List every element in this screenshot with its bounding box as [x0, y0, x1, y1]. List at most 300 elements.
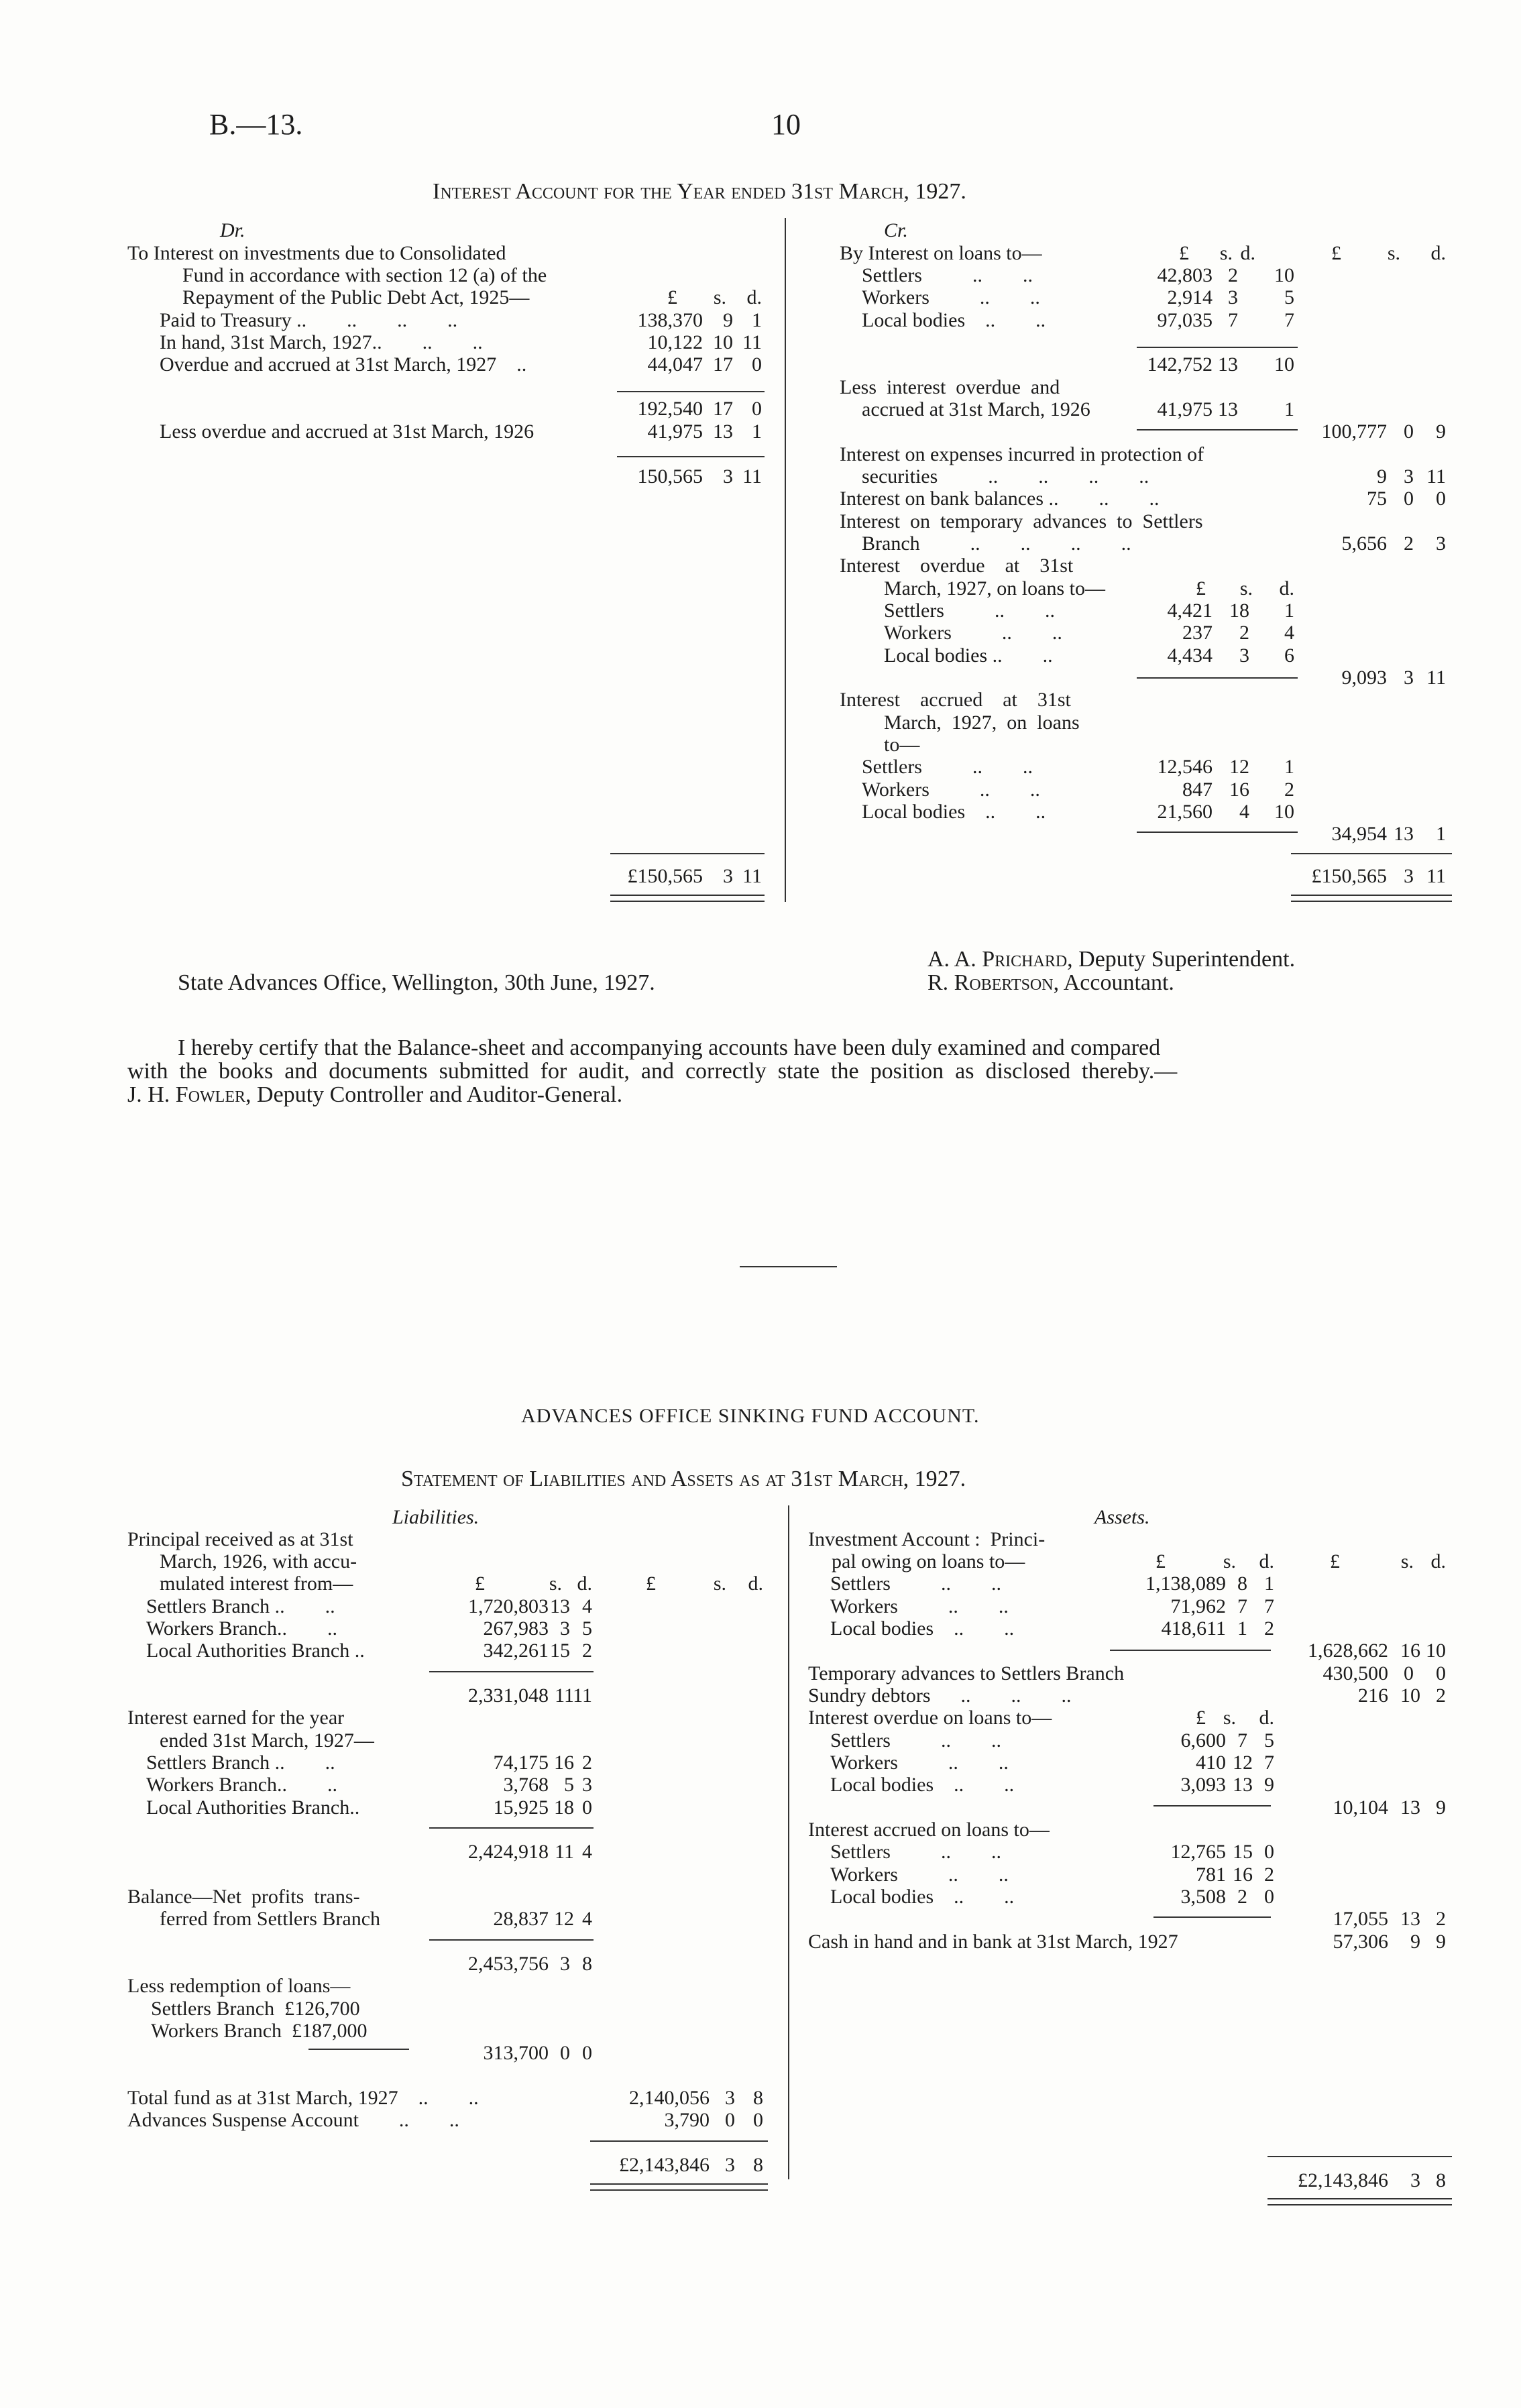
cr-temp-pence: 3 — [1436, 532, 1446, 555]
sinking-fund-subtitle: Statement of Liabilities and Assets as at 31st March, 1927. — [401, 1467, 966, 1491]
dr-total-shillings: 3 — [723, 865, 733, 887]
liab-redemption-inner-rule — [308, 2049, 409, 2050]
cr-accrued-local-pence: 10 — [1274, 801, 1294, 823]
certificate-line-2: with the books and documents submitted for audit, and correctly state the position as disclosed thereby.— — [127, 1059, 1178, 1084]
assets-inv-total-pence: 10 — [1426, 1640, 1446, 1662]
dr-net-pounds: 150,565 — [637, 465, 703, 488]
liab-principal-sub-shillings: 11 — [555, 1684, 574, 1707]
assets-inv-local-label: Local bodies .. .. — [830, 1617, 1015, 1640]
sinking-column-divider — [788, 1505, 789, 2179]
dr-subtotal-shillings: 17 — [713, 398, 733, 420]
cr-loan-workers-shillings: 3 — [1228, 286, 1238, 308]
assets-overdue-workers-shillings: 12 — [1233, 1752, 1253, 1774]
liab-interest-sub-pence: 4 — [582, 1841, 592, 1863]
cr-net-pence: 9 — [1436, 420, 1446, 443]
dr-row-treasury-shillings: 9 — [723, 309, 733, 331]
liab-head-pence-1: d. — [577, 1572, 592, 1595]
dr-head-pounds: £ — [667, 286, 677, 308]
liab-total-rule — [590, 2140, 768, 2142]
cr-temp-line-1: Interest on temporary advances to Settlers — [840, 510, 1203, 532]
cr-accrued-local-shillings: 4 — [1239, 801, 1249, 823]
document-reference: B.—13. — [209, 108, 303, 141]
cr-net-shillings: 0 — [1404, 420, 1414, 443]
cr-loans-sub-shillings: 13 — [1218, 353, 1238, 376]
dr-row-overdue-shillings: 17 — [713, 353, 733, 376]
assets-overdue-settlers-label: Settlers .. .. — [830, 1729, 1001, 1752]
cr-accrued-workers-pounds: 847 — [1182, 779, 1213, 801]
cr-overdue-workers-pounds: 237 — [1182, 622, 1213, 644]
dr-head-shillings: s. — [713, 286, 726, 308]
liab-intro-line-2: March, 1926, with accu- — [160, 1550, 357, 1572]
assets-overdue-workers-pence: 7 — [1264, 1752, 1274, 1774]
assets-debtors-pounds: 216 — [1358, 1684, 1388, 1707]
cr-bank-pence: 0 — [1436, 488, 1446, 510]
dr-intro-line-2: Fund in accordance with section 12 (a) of the — [182, 264, 547, 286]
cr-accrued-local-label: Local bodies .. .. — [862, 801, 1046, 823]
cr-loans-rule — [1137, 347, 1298, 348]
assets-temp-label: Temporary advances to Settlers Branch — [808, 1662, 1125, 1684]
dr-row-inhand-shillings: 10 — [713, 331, 733, 353]
assets-accrued-workers-shillings: 16 — [1233, 1864, 1253, 1886]
liab-interest-settlers-pence: 2 — [582, 1752, 592, 1774]
assets-accrued-settlers-shillings: 15 — [1233, 1841, 1253, 1863]
assets-total-shillings: 3 — [1410, 2169, 1420, 2191]
certificate-signatory — [127, 1082, 622, 1108]
assets-accrued-total-shillings: 13 — [1400, 1908, 1420, 1930]
cr-expenses-shillings: 3 — [1404, 465, 1414, 488]
cr-less-line-1: Less interest overdue and — [840, 376, 1060, 398]
dr-less-label: Less overdue and accrued at 31st March, 1926 — [160, 420, 534, 443]
cr-total-pounds: £150,565 — [1311, 865, 1387, 887]
dr-row-inhand-pence: 11 — [742, 331, 762, 353]
dr-intro-line-3: Repayment of the Public Debt Act, 1925— — [182, 286, 530, 308]
assets-heading: Assets. — [1094, 1506, 1150, 1528]
cr-total-shillings: 3 — [1404, 865, 1414, 887]
cr-head-pounds-2: £ — [1331, 242, 1341, 264]
liab-principal-local-label: Local Authorities Branch .. — [146, 1640, 365, 1662]
cr-overdue-workers-shillings: 2 — [1239, 622, 1249, 644]
cr-bank-shillings: 0 — [1404, 488, 1414, 510]
assets-overdue-workers-pounds: 410 — [1196, 1752, 1226, 1774]
dr-row-overdue-pence: 0 — [752, 353, 762, 376]
page-number: 10 — [771, 108, 801, 141]
dr-total-rule — [610, 853, 765, 854]
cr-loan-workers-pence: 5 — [1284, 286, 1294, 308]
dr-row-overdue-label: Overdue and accrued at 31st March, 1927 .. — [160, 353, 527, 376]
cr-overdue-line-1: Interest overdue at 31st — [840, 555, 1074, 577]
assets-head-pounds-1: £ — [1156, 1550, 1166, 1572]
liab-balance-line-2: ferred from Settlers Branch — [160, 1908, 381, 1930]
assets-total-pounds: £2,143,846 — [1298, 2169, 1388, 2191]
assets-debtors-shillings: 10 — [1400, 1684, 1420, 1707]
cr-net-pounds: 100,777 — [1321, 420, 1387, 443]
dr-net-rule — [617, 456, 765, 457]
dr-row-treasury-label: Paid to Treasury .. .. .. .. — [160, 309, 458, 331]
assets-accrued-workers-label: Workers .. .. — [830, 1864, 1009, 1886]
dr-total-pounds: £150,565 — [627, 865, 703, 887]
liab-interest-rule — [429, 1827, 594, 1829]
cr-overdue-workers-label: Workers .. .. — [884, 622, 1062, 644]
cr-overdue-total-shillings: 3 — [1404, 667, 1414, 689]
liab-balance-sub-pounds: 2,453,756 — [468, 1953, 549, 1975]
assets-overdue-local-label: Local bodies .. .. — [830, 1774, 1015, 1796]
cr-less-shillings: 13 — [1218, 398, 1238, 420]
liab-head-shillings-2: s. — [713, 1572, 726, 1595]
dr-row-treasury-pounds: 138,370 — [637, 309, 703, 331]
cr-total-rule — [1291, 853, 1452, 854]
cr-temp-line-2: Branch .. .. .. .. — [862, 532, 1131, 555]
certificate-line-1: I hereby certify that the Balance-sheet and accompanying accounts have been duly examined and compared — [178, 1035, 1161, 1060]
liab-interest-local-label: Local Authorities Branch.. — [146, 1796, 360, 1819]
liab-interest-workers-label: Workers Branch.. .. — [146, 1774, 338, 1796]
assets-accrued-rule — [1153, 1916, 1271, 1918]
certificate-signatory-name: J. H. Fowler — [127, 1082, 246, 1107]
assets-overdue-intro: Interest overdue on loans to— — [808, 1707, 1052, 1729]
cr-loan-settlers-shillings: 2 — [1228, 264, 1238, 286]
assets-accrued-total-pence: 2 — [1436, 1908, 1446, 1930]
cr-less-pounds: 41,975 — [1157, 398, 1213, 420]
dr-less-shillings: 13 — [713, 420, 733, 443]
cr-loans-sub-pence: 10 — [1274, 353, 1294, 376]
cr-loan-workers-label: Workers .. .. — [862, 286, 1040, 308]
assets-head-pence-1: d. — [1259, 1550, 1274, 1572]
cr-accrued-settlers-pence: 1 — [1284, 756, 1294, 778]
assets-temp-shillings: 0 — [1404, 1662, 1414, 1684]
assets-overdue-settlers-pence: 5 — [1264, 1729, 1274, 1752]
assets-debtors-label: Sundry debtors .. .. .. — [808, 1684, 1072, 1707]
liab-principal-workers-label: Workers Branch.. .. — [146, 1617, 338, 1640]
liab-interest-local-pence: 0 — [582, 1796, 592, 1819]
cr-overdue-local-label: Local bodies .. .. — [884, 644, 1053, 667]
liab-interest-settlers-shillings: 16 — [554, 1752, 574, 1774]
assets-head-shillings-2: s. — [1400, 1550, 1414, 1572]
cr-accrued-rule — [1137, 832, 1298, 833]
signature-prichard-title: , Deputy Superintendent. — [1067, 947, 1296, 972]
sinking-fund-title: ADVANCES OFFICE SINKING FUND ACCOUNT. — [521, 1405, 980, 1427]
cr-accrued-workers-shillings: 16 — [1229, 779, 1249, 801]
signature-robertson-name: R. Robertson — [927, 970, 1054, 995]
cr-overdue-total-pence: 11 — [1426, 667, 1446, 689]
assets-total-rule — [1268, 2156, 1452, 2157]
liab-redemption-pence: 0 — [582, 2042, 592, 2064]
cr-overdue-head-pence: d. — [1279, 577, 1294, 599]
cr-bank-label: Interest on bank balances .. .. .. — [840, 488, 1160, 510]
dr-intro-line-1: To Interest on investments due to Consolidated — [127, 242, 506, 264]
assets-accrued-settlers-pence: 0 — [1264, 1841, 1274, 1863]
assets-inv-local-pence: 2 — [1264, 1617, 1274, 1640]
liab-total-double-rule — [590, 2183, 768, 2191]
cr-overdue-local-pounds: 4,434 — [1167, 644, 1213, 667]
assets-inv-workers-shillings: 7 — [1237, 1595, 1247, 1617]
dr-row-inhand-label: In hand, 31st March, 1927.. .. .. — [160, 331, 483, 353]
liab-fund-label: Total fund as at 31st March, 1927 .. .. — [127, 2087, 479, 2109]
assets-head-pence-2: d. — [1430, 1550, 1446, 1572]
liab-balance-shillings: 12 — [554, 1908, 574, 1930]
assets-overdue-local-shillings: 13 — [1233, 1774, 1253, 1796]
liab-redemption-line-3: Workers Branch £187,000 — [151, 2020, 368, 2042]
cr-accrued-settlers-label: Settlers .. .. — [862, 756, 1033, 778]
cr-loan-workers-pounds: 2,914 — [1167, 286, 1213, 308]
liab-head-pounds-2: £ — [646, 1572, 656, 1595]
cr-overdue-settlers-pence: 1 — [1284, 599, 1294, 622]
cr-head-shillings-2: s. — [1387, 242, 1400, 264]
dr-subtotal-pence: 0 — [752, 398, 762, 420]
assets-overdue-head-shillings: s. — [1223, 1707, 1236, 1729]
liab-fund-shillings: 3 — [725, 2087, 735, 2109]
liab-principal-settlers-label: Settlers Branch .. .. — [146, 1595, 335, 1617]
cr-accrued-settlers-pounds: 12,546 — [1157, 756, 1213, 778]
liab-fund-pounds: 2,140,056 — [629, 2087, 710, 2109]
cr-expenses-line-1: Interest on expenses incurred in protection of — [840, 443, 1204, 465]
liab-intro-line-3: mulated interest from— — [160, 1572, 353, 1595]
liab-interest-workers-pence: 3 — [582, 1774, 592, 1796]
cr-expenses-pounds: 9 — [1377, 465, 1387, 488]
dr-subtotal-pounds: 192,540 — [637, 398, 703, 420]
liab-total-pounds: £2,143,846 — [619, 2154, 710, 2176]
assets-inv-total-pounds: 1,628,662 — [1308, 1640, 1388, 1662]
cr-less-line-2: accrued at 31st March, 1926 — [862, 398, 1090, 420]
assets-inv-settlers-pence: 1 — [1264, 1572, 1274, 1595]
cr-overdue-local-pence: 6 — [1284, 644, 1294, 667]
liab-interest-settlers-label: Settlers Branch .. .. — [146, 1752, 335, 1774]
cr-overdue-settlers-label: Settlers .. .. — [884, 599, 1055, 622]
assets-total-double-rule — [1268, 2198, 1452, 2205]
cr-accrued-local-pounds: 21,560 — [1157, 801, 1213, 823]
dr-row-treasury-pence: 1 — [752, 309, 762, 331]
cr-accrued-total-pence: 1 — [1436, 823, 1446, 845]
assets-overdue-total-pounds: 10,104 — [1333, 1796, 1388, 1819]
assets-accrued-settlers-label: Settlers .. .. — [830, 1841, 1001, 1863]
assets-overdue-workers-label: Workers .. .. — [830, 1752, 1009, 1774]
assets-accrued-workers-pounds: 781 — [1196, 1864, 1226, 1886]
liab-balance-line-1: Balance—Net profits trans- — [127, 1886, 360, 1908]
liab-redemption-pounds: 313,700 — [483, 2042, 549, 2064]
signature-prichard-name: A. A. Prichard — [927, 947, 1068, 972]
assets-overdue-settlers-shillings: 7 — [1237, 1729, 1247, 1752]
assets-head-pounds-2: £ — [1330, 1550, 1340, 1572]
assets-overdue-local-pence: 9 — [1264, 1774, 1274, 1796]
cr-overdue-head-shillings: s. — [1239, 577, 1253, 599]
assets-overdue-head-pence: d. — [1259, 1707, 1274, 1729]
liab-principal-sub-pence: 11 — [573, 1684, 592, 1707]
liab-interest-intro-2: ended 31st March, 1927— — [160, 1729, 374, 1752]
liab-total-shillings: 3 — [725, 2154, 735, 2176]
cr-overdue-settlers-pounds: 4,421 — [1167, 599, 1213, 622]
liab-principal-workers-pence: 5 — [582, 1617, 592, 1640]
cr-loans-intro: By Interest on loans to— — [840, 242, 1042, 264]
cr-overdue-total-pounds: 9,093 — [1341, 667, 1387, 689]
liab-suspense-pounds: 3,790 — [664, 2109, 710, 2131]
assets-debtors-pence: 2 — [1436, 1684, 1446, 1707]
cr-head-pence-1: d. — [1240, 242, 1255, 264]
cr-loan-local-shillings: 7 — [1228, 309, 1238, 331]
liab-balance-rule — [429, 1939, 594, 1941]
cr-overdue-workers-pence: 4 — [1284, 622, 1294, 644]
assets-accrued-local-label: Local bodies .. .. — [830, 1886, 1015, 1908]
liab-principal-workers-shillings: 3 — [560, 1617, 570, 1640]
cr-accrued-total-shillings: 13 — [1394, 823, 1414, 845]
assets-accrued-local-pounds: 3,508 — [1180, 1886, 1226, 1908]
liab-balance-pounds: 28,837 — [493, 1908, 549, 1930]
liab-principal-local-shillings: 15 — [550, 1640, 570, 1662]
liab-interest-workers-shillings: 5 — [564, 1774, 574, 1796]
assets-overdue-local-pounds: 3,093 — [1180, 1774, 1226, 1796]
cr-loan-settlers-pence: 10 — [1274, 264, 1294, 286]
assets-accrued-local-shillings: 2 — [1237, 1886, 1247, 1908]
cr-overdue-line-2: March, 1927, on loans to— — [884, 577, 1105, 599]
liab-principal-settlers-pounds: 1,720,803 — [468, 1595, 549, 1617]
liab-balance-pence: 4 — [582, 1908, 592, 1930]
cr-head-pence-2: d. — [1430, 242, 1446, 264]
cr-total-double-rule — [1291, 895, 1452, 902]
cr-loans-sub-pounds: 142,752 — [1147, 353, 1213, 376]
assets-overdue-total-shillings: 13 — [1400, 1796, 1420, 1819]
liab-suspense-pence: 0 — [753, 2109, 763, 2131]
assets-accrued-settlers-pounds: 12,765 — [1170, 1841, 1226, 1863]
cr-overdue-local-shillings: 3 — [1239, 644, 1249, 667]
cr-loan-settlers-pounds: 42,803 — [1157, 264, 1213, 286]
liab-principal-settlers-shillings: 13 — [550, 1595, 570, 1617]
liab-principal-local-pence: 2 — [582, 1640, 592, 1662]
cr-accrued-total-pounds: 34,954 — [1331, 823, 1387, 845]
interest-account-title: Interest Account for the Year ended 31st March, 1927. — [433, 179, 966, 204]
assets-cash-pounds: 57,306 — [1333, 1931, 1388, 1953]
dr-less-pence: 1 — [752, 420, 762, 443]
cr-bank-pounds: 75 — [1367, 488, 1387, 510]
liab-head-shillings-1: s. — [549, 1572, 562, 1595]
assets-inv-rule — [1110, 1650, 1271, 1651]
liab-interest-sub-pounds: 2,424,918 — [468, 1841, 549, 1863]
cr-expenses-line-2: securities .. .. .. .. — [862, 465, 1149, 488]
dr-subtotal-rule — [617, 391, 765, 392]
dr-heading: Dr. — [220, 219, 245, 241]
cr-head-shillings-1: s. — [1219, 242, 1233, 264]
cr-less-pence: 1 — [1284, 398, 1294, 420]
liab-redemption-line-1: Less redemption of loans— — [127, 1975, 351, 1997]
cr-expenses-pence: 11 — [1426, 465, 1446, 488]
signature-prichard — [927, 946, 1295, 973]
assets-inv-settlers-label: Settlers .. .. — [830, 1572, 1001, 1595]
liab-total-pence: 8 — [753, 2154, 763, 2176]
office-date-line: State Advances Office, Wellington, 30th June, 1927. — [178, 970, 655, 995]
liab-interest-local-pounds: 15,925 — [493, 1796, 549, 1819]
cr-loan-settlers-label: Settlers .. .. — [862, 264, 1033, 286]
liab-redemption-line-2: Settlers Branch £126,700 — [151, 1998, 360, 2020]
assets-accrued-local-pence: 0 — [1264, 1886, 1274, 1908]
dr-less-pounds: 41,975 — [647, 420, 703, 443]
cr-loan-local-pounds: 97,035 — [1157, 309, 1213, 331]
liab-redemption-shillings: 0 — [560, 2042, 570, 2064]
signature-robertson — [927, 970, 1174, 996]
liab-interest-sub-shillings: 11 — [555, 1841, 574, 1863]
liab-interest-settlers-pounds: 74,175 — [493, 1752, 549, 1774]
section-divider — [740, 1266, 837, 1267]
liab-principal-sub-pounds: 2,331,048 — [468, 1684, 549, 1707]
dr-net-pence: 11 — [742, 465, 762, 488]
liab-head-pence-2: d. — [748, 1572, 763, 1595]
cr-net-rule — [1137, 429, 1298, 431]
assets-accrued-total-pounds: 17,055 — [1333, 1908, 1388, 1930]
liab-head-pounds-1: £ — [475, 1572, 485, 1595]
dr-row-overdue-pounds: 44,047 — [647, 353, 703, 376]
assets-inv-workers-pounds: 71,962 — [1170, 1595, 1226, 1617]
interest-column-divider — [785, 218, 786, 902]
cr-temp-pounds: 5,656 — [1341, 532, 1387, 555]
dr-total-pence: 11 — [742, 865, 762, 887]
liab-principal-rule — [429, 1671, 594, 1672]
liab-balance-sub-pence: 8 — [582, 1953, 592, 1975]
signature-robertson-title: , Accountant. — [1053, 970, 1174, 995]
assets-overdue-total-pence: 9 — [1436, 1796, 1446, 1819]
liab-principal-workers-pounds: 267,983 — [483, 1617, 549, 1640]
liab-principal-local-pounds: 342,261 — [483, 1640, 549, 1662]
liab-intro-line-1: Principal received as at 31st — [127, 1528, 353, 1550]
assets-temp-pounds: 430,500 — [1322, 1662, 1388, 1684]
assets-temp-pence: 0 — [1436, 1662, 1446, 1684]
assets-overdue-head-pounds: £ — [1196, 1707, 1206, 1729]
assets-accrued-workers-pence: 2 — [1264, 1864, 1274, 1886]
assets-head-shillings-1: s. — [1223, 1550, 1236, 1572]
liab-principal-settlers-pence: 4 — [582, 1595, 592, 1617]
assets-cash-shillings: 9 — [1410, 1931, 1420, 1953]
cr-accrued-workers-label: Workers .. .. — [862, 779, 1040, 801]
dr-row-inhand-pounds: 10,122 — [647, 331, 703, 353]
assets-inv-local-shillings: 1 — [1237, 1617, 1247, 1640]
assets-intro-line-2: pal owing on loans to— — [832, 1550, 1025, 1572]
dr-net-shillings: 3 — [723, 465, 733, 488]
assets-intro-line-1: Investment Account : Princi- — [808, 1528, 1046, 1550]
cr-accrued-line-1: Interest accrued at 31st — [840, 689, 1071, 711]
dr-total-double-rule — [610, 895, 765, 902]
assets-inv-workers-label: Workers .. .. — [830, 1595, 1009, 1617]
assets-inv-total-shillings: 16 — [1400, 1640, 1420, 1662]
cr-accrued-line-2: March, 1927, on loans — [884, 711, 1080, 734]
assets-cash-label: Cash in hand and in bank at 31st March, 1927 — [808, 1931, 1178, 1953]
cr-accrued-settlers-shillings: 12 — [1229, 756, 1249, 778]
liab-fund-pence: 8 — [753, 2087, 763, 2109]
cr-total-pence: 11 — [1426, 865, 1446, 887]
assets-cash-pence: 9 — [1436, 1931, 1446, 1953]
liab-suspense-label: Advances Suspense Account .. .. — [127, 2109, 459, 2131]
assets-overdue-settlers-pounds: 6,600 — [1180, 1729, 1226, 1752]
cr-head-pounds-1: £ — [1179, 242, 1189, 264]
assets-inv-settlers-pounds: 1,138,089 — [1145, 1572, 1226, 1595]
cr-accrued-workers-pence: 2 — [1284, 779, 1294, 801]
dr-head-pence: d. — [746, 286, 762, 308]
cr-overdue-head-pounds: £ — [1196, 577, 1206, 599]
assets-inv-workers-pence: 7 — [1264, 1595, 1274, 1617]
assets-accrued-intro: Interest accrued on loans to— — [808, 1819, 1050, 1841]
assets-inv-settlers-shillings: 8 — [1237, 1572, 1247, 1595]
cr-loan-local-pence: 7 — [1284, 309, 1294, 331]
liab-interest-local-shillings: 18 — [554, 1796, 574, 1819]
cr-overdue-settlers-shillings: 18 — [1229, 599, 1249, 622]
assets-total-pence: 8 — [1436, 2169, 1446, 2191]
cr-temp-shillings: 2 — [1404, 532, 1414, 555]
cr-loan-local-label: Local bodies .. .. — [862, 309, 1046, 331]
liabilities-heading: Liabilities. — [392, 1506, 480, 1528]
cr-overdue-rule — [1137, 677, 1298, 679]
liab-interest-workers-pounds: 3,768 — [503, 1774, 549, 1796]
assets-overdue-rule — [1153, 1805, 1271, 1807]
cr-accrued-line-3: to— — [884, 734, 920, 756]
liab-interest-intro-1: Interest earned for the year — [127, 1707, 345, 1729]
certificate-signatory-title: , Deputy Controller and Auditor-General. — [245, 1082, 623, 1107]
liab-balance-sub-shillings: 3 — [560, 1953, 570, 1975]
liab-suspense-shillings: 0 — [725, 2109, 735, 2131]
cr-heading: Cr. — [884, 219, 908, 241]
assets-inv-local-pounds: 418,611 — [1161, 1617, 1226, 1640]
